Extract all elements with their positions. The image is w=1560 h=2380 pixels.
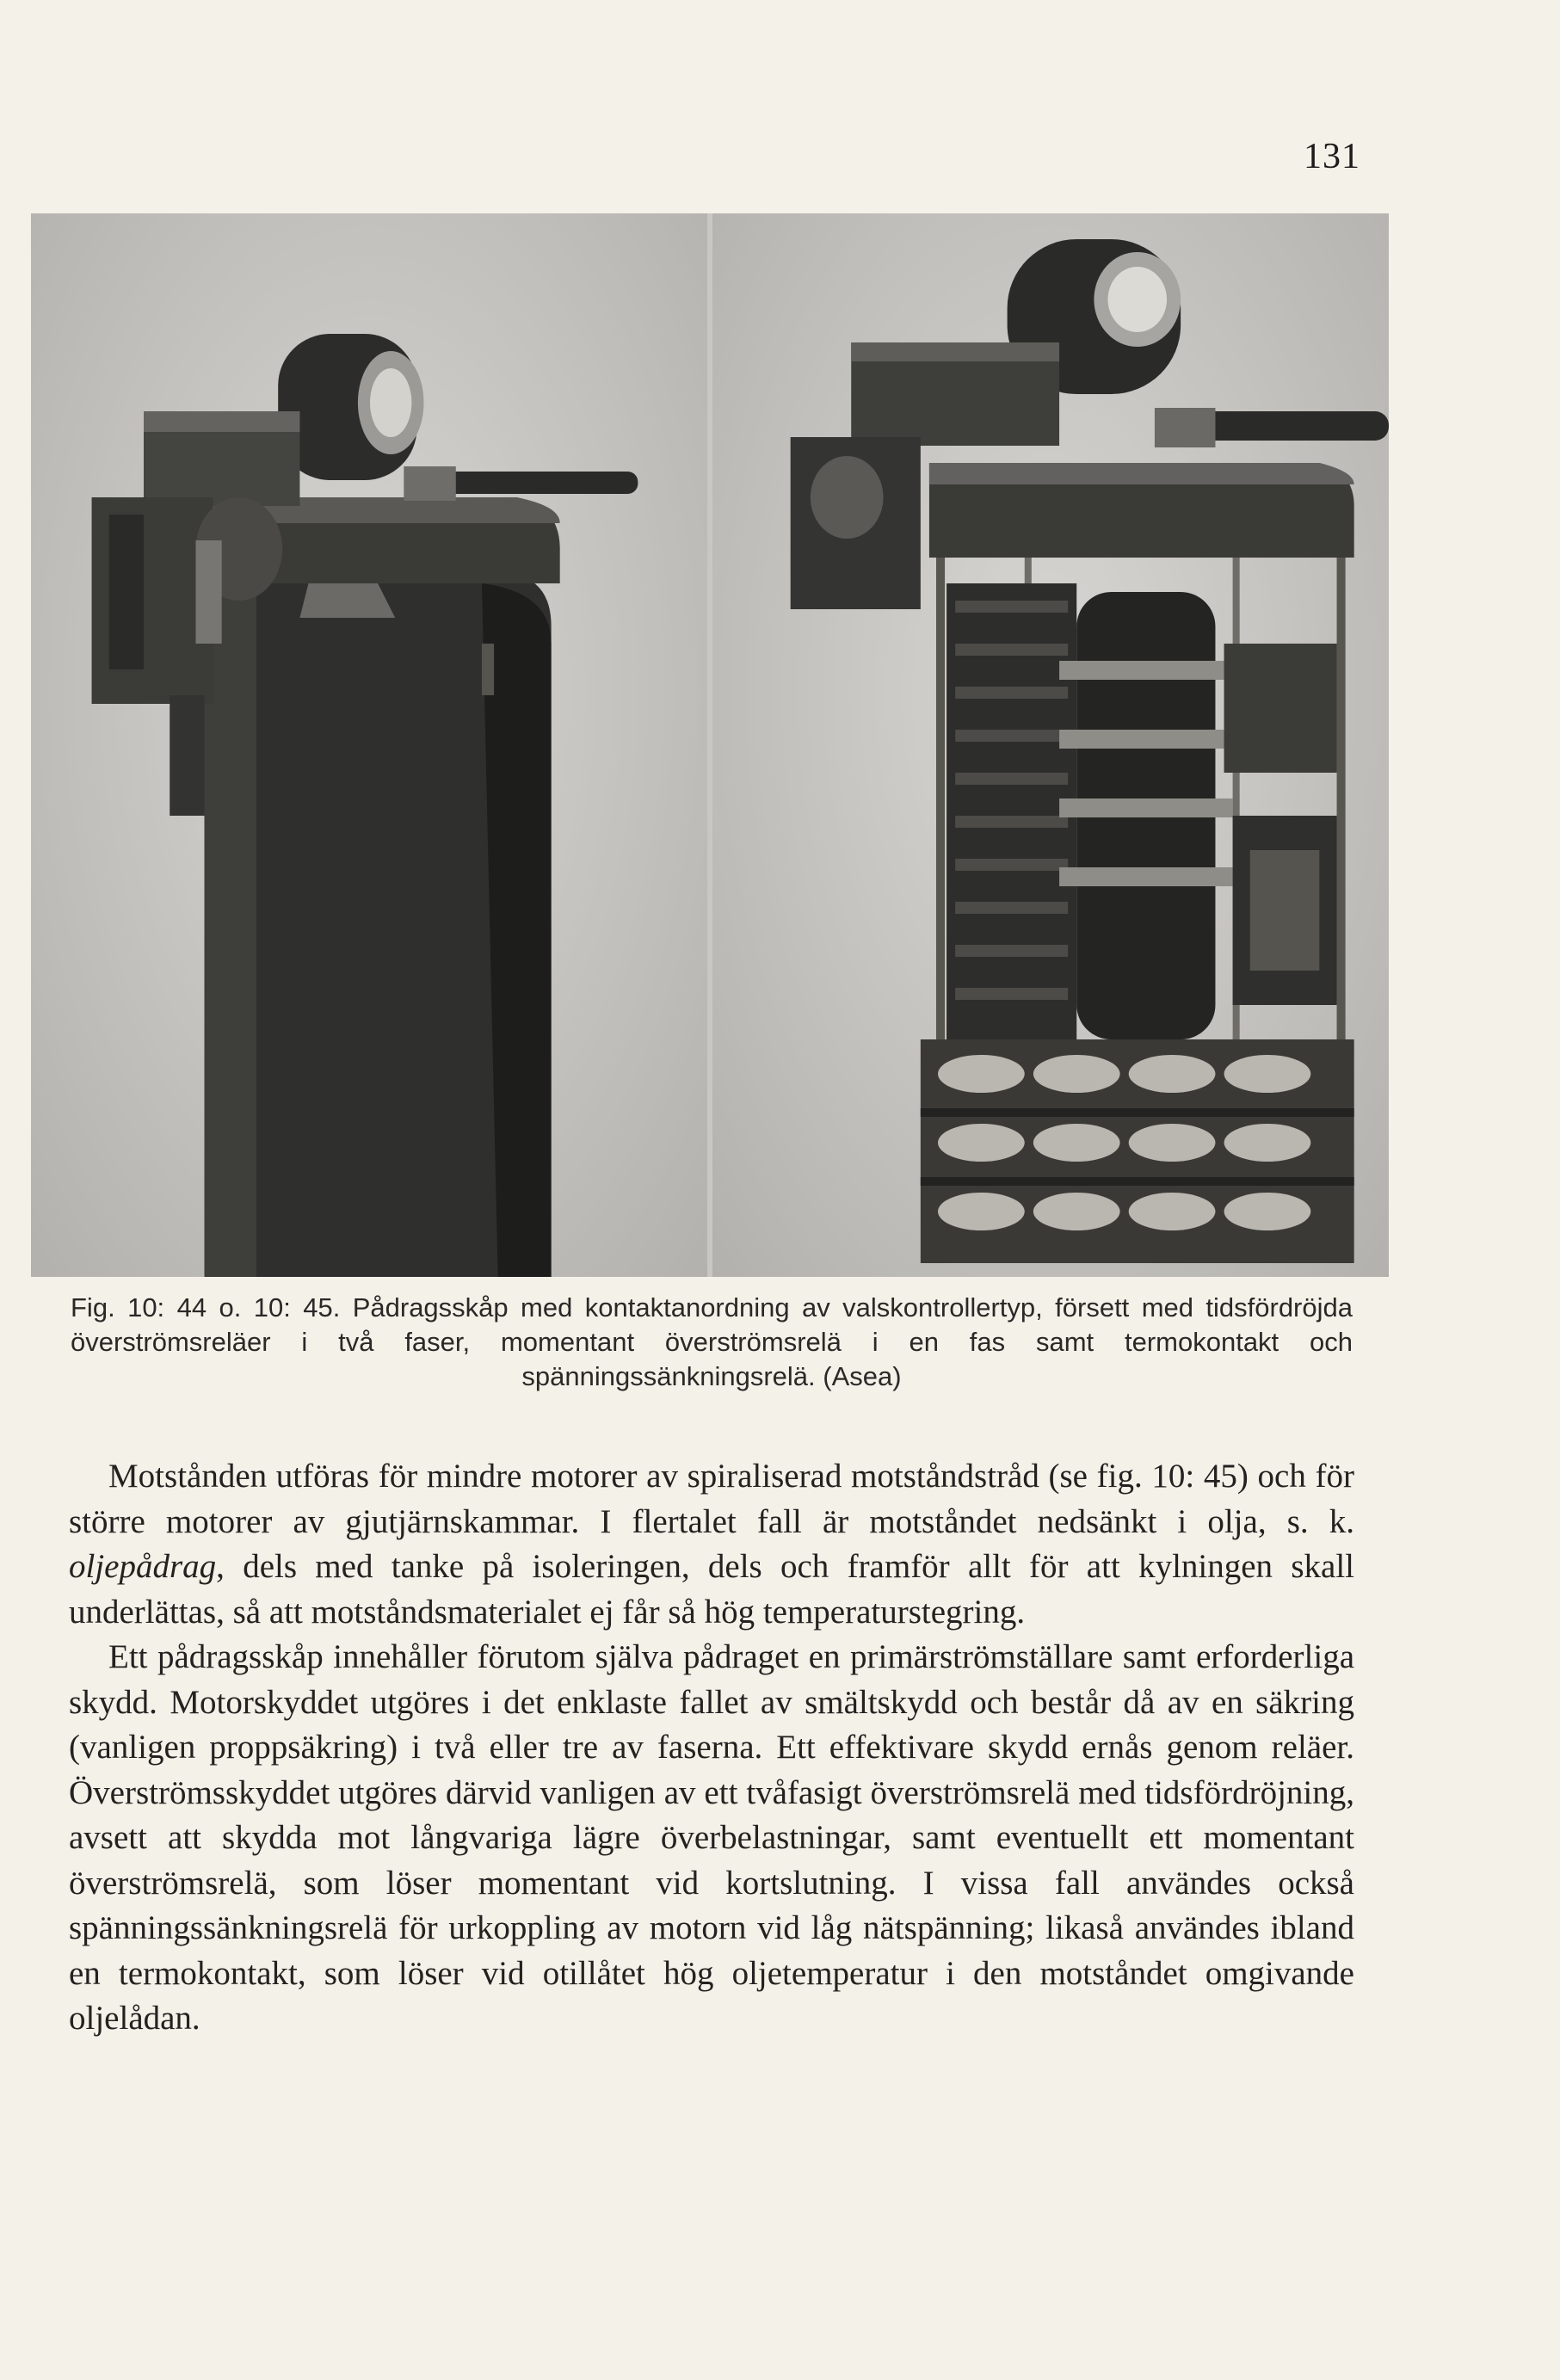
paragraph-1-after: , dels med tanke på isoleringen, dels och framför allt för att kylningen skall underlättas, så att motståndsmaterialet ej får så hög temperaturstegring. <box>69 1548 1354 1631</box>
figure <box>31 213 1389 1277</box>
page-number: 131 <box>1304 137 1360 176</box>
figure-caption: Fig. 10: 44 o. 10: 45. Pådragsskåp med kontaktanordning av valskontrollertyp, försett med tidsfördröjda överströmsreläer i två faser, momentant överströmsrelä i en fas samt termokontakt och spänningssänkningsrelä. (Asea) <box>71 1292 1353 1391</box>
open-cabinet-illustration <box>712 213 1389 1277</box>
paragraph-1 <box>69 1454 1354 1635</box>
photo-closed-cabinet <box>31 213 707 1277</box>
photo-open-cabinet <box>712 213 1389 1277</box>
paragraph-1-emphasis: oljepådrag <box>69 1548 217 1585</box>
body-text <box>69 1454 1354 2042</box>
closed-cabinet-illustration <box>31 213 707 1277</box>
paragraph-2: Ett pådragsskåp innehåller förutom själva pådraget en primärströmställare samt erforderliga skydd. Motorskyddet utgöres i det enklaste fallet av smältskydd och består då av en säkring (vanligen proppsäkring) i två eller tre av faserna. Ett effektivare skydd ernås genom reläer. Överströmsskyddet utgöres därvid vanligen av ett tvåfasigt överströmsrelä med tidsfördröjning, avsett att skydda mot långvariga lägre överbelastningar, samt eventuellt ett momentant överströmsrelä, som löser momentant vid kortslutning. I vissa fall användes också spänningssänkningsrelä för urkoppling av motorn vid låg nätspänning; likaså användes ibland en termokontakt, som löser vid otillåtet hög oljetemperatur i den motståndet omgivande oljelådan. <box>69 1638 1354 2037</box>
paragraph-1-before: Motstånden utföras för mindre motorer av spiraliserad motståndstråd (se fig. 10: 45) och för större motorer av gjutjärnskammar. I flertalet fall är motståndet nedsänkt i olja, s. k. <box>69 1458 1354 1540</box>
